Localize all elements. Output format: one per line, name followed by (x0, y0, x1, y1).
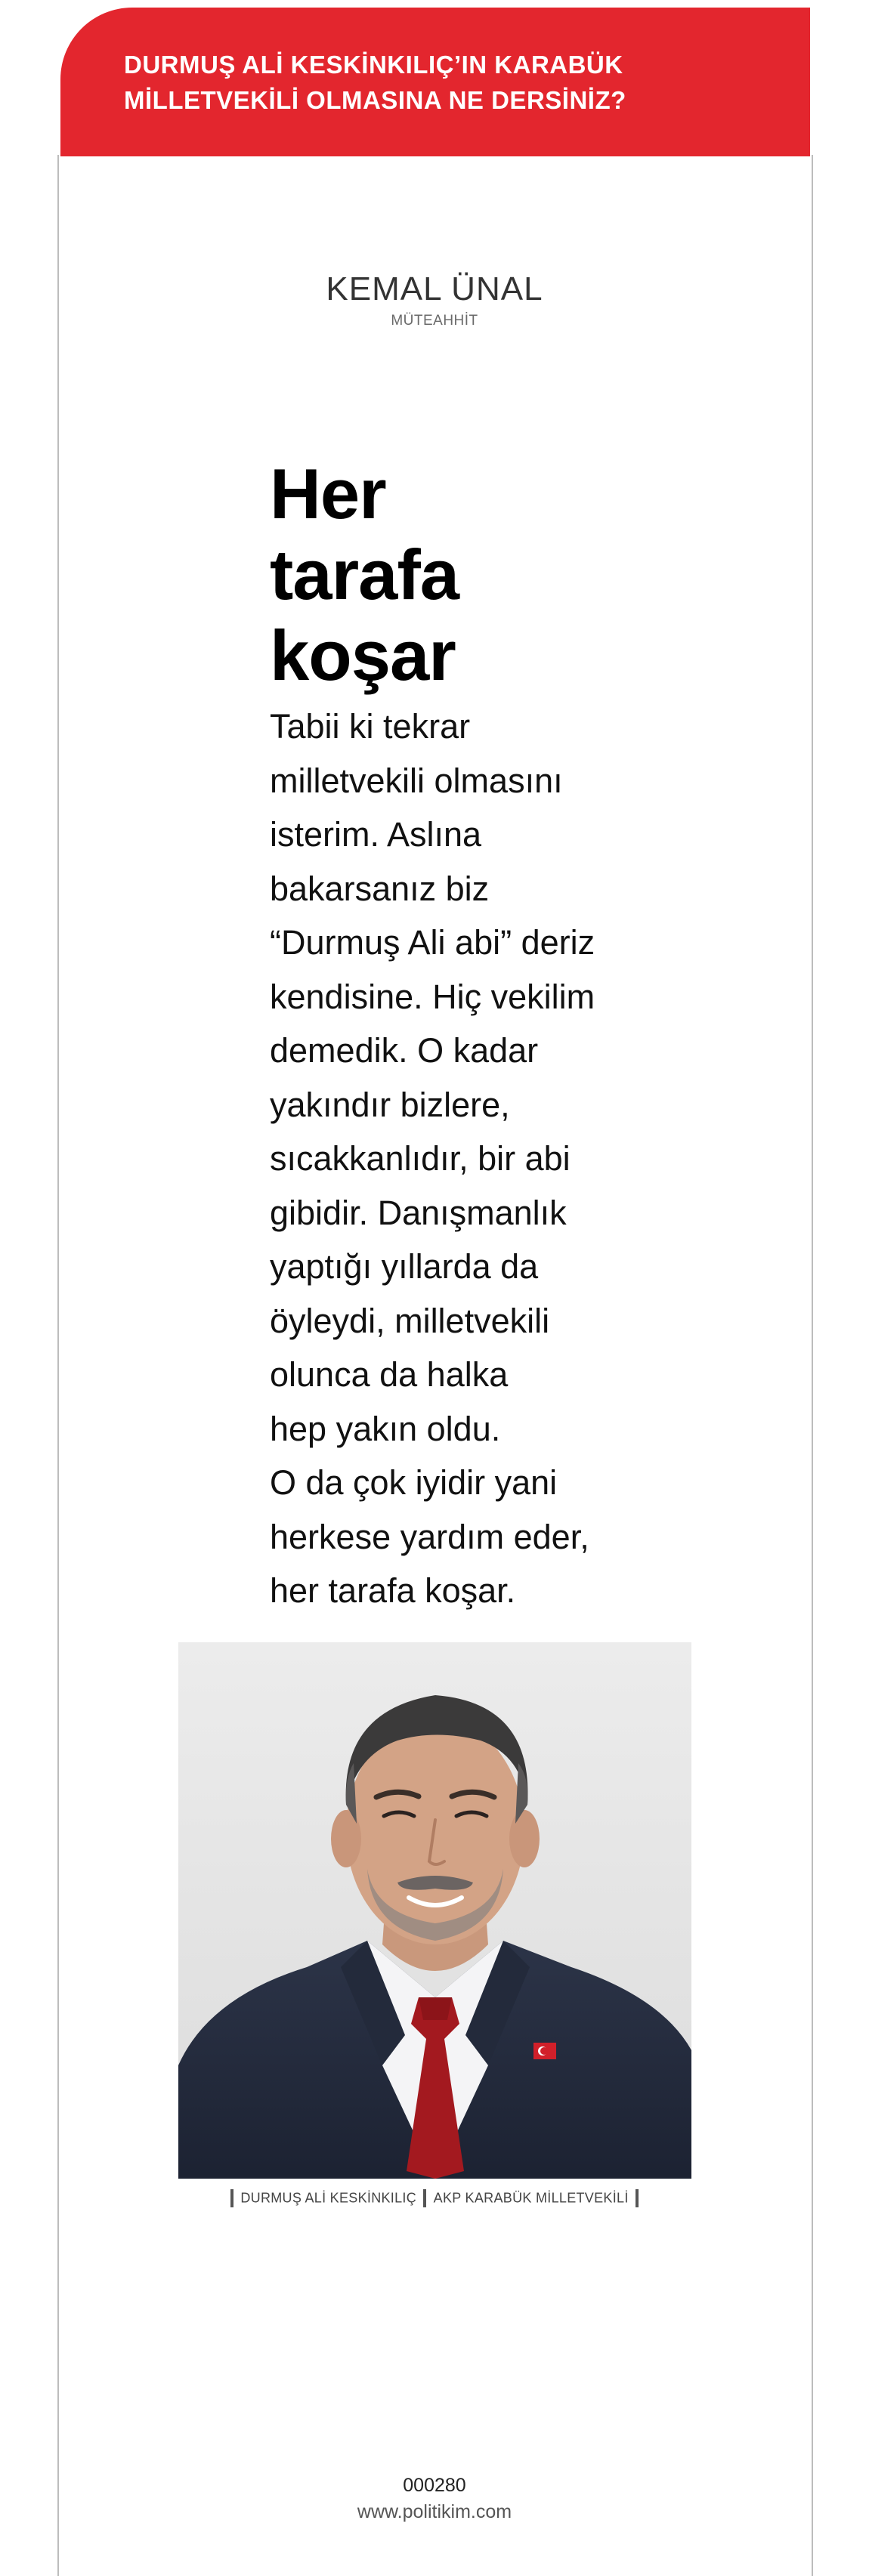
body-line: O da çok iyidir yani (270, 1463, 558, 1502)
body-line: yakındır bizlere, (270, 1085, 510, 1124)
body-line: yaptığı yıllarda da (270, 1247, 539, 1286)
page-footer (0, 2475, 869, 2523)
body-line: hep yakın oldu. (270, 1409, 501, 1448)
banner-title-line-2: MİLLETVEKİLİ OLMASINA NE DERSİNİZ? (124, 86, 626, 114)
body-line: herkese yardım eder, (270, 1517, 589, 1556)
caption-name: DURMUŞ ALİ KESKİNKILIÇ (240, 2190, 417, 2206)
author-block (0, 270, 869, 329)
banner-title-line-1: DURMUŞ ALİ KESKİNKILIÇ’IN KARABÜK (124, 51, 623, 79)
caption-divider (636, 2189, 639, 2207)
body-line: bakarsanız biz (270, 869, 490, 908)
body-line: milletvekili olmasını (270, 761, 563, 800)
banner-title (124, 47, 789, 118)
body-line: her tarafa koşar. (270, 1571, 516, 1610)
page-number: 000280 (403, 2475, 466, 2496)
body-line: Tabii ki tekrar (270, 707, 471, 746)
frame-left-border (57, 155, 59, 2576)
headline-line: tarafa (270, 535, 459, 614)
portrait-photo (178, 1642, 691, 2179)
body-line: kendisine. Hiç vekilim (270, 977, 595, 1016)
headline-line: Her (270, 454, 386, 533)
portrait-illustration (178, 1642, 691, 2179)
body-line: olunca da halka (270, 1355, 509, 1394)
body-line: demedik. O kadar (270, 1031, 539, 1070)
frame-right-border (812, 155, 813, 2576)
body-line: “Durmuş Ali abi” deriz (270, 923, 595, 962)
article-body (270, 700, 602, 1618)
caption-divider (423, 2189, 426, 2207)
caption-role: AKP KARABÜK MİLLETVEKİLİ (433, 2190, 629, 2206)
author-title: MÜTEAHHİT (391, 313, 478, 329)
body-line: öyleydi, milletvekili (270, 1301, 550, 1340)
body-line: isterim. Aslına (270, 815, 482, 854)
caption-divider (230, 2189, 233, 2207)
photo-caption (0, 2189, 869, 2207)
question-banner (60, 8, 810, 156)
website-link[interactable]: www.politikim.com (357, 2501, 512, 2522)
headline-line: koşar (270, 616, 456, 695)
headline (270, 453, 587, 696)
body-line: gibidir. Danışmanlık (270, 1193, 567, 1232)
author-name: KEMAL ÜNAL (326, 270, 543, 307)
body-line: sıcakkanlıdır, bir abi (270, 1139, 571, 1178)
